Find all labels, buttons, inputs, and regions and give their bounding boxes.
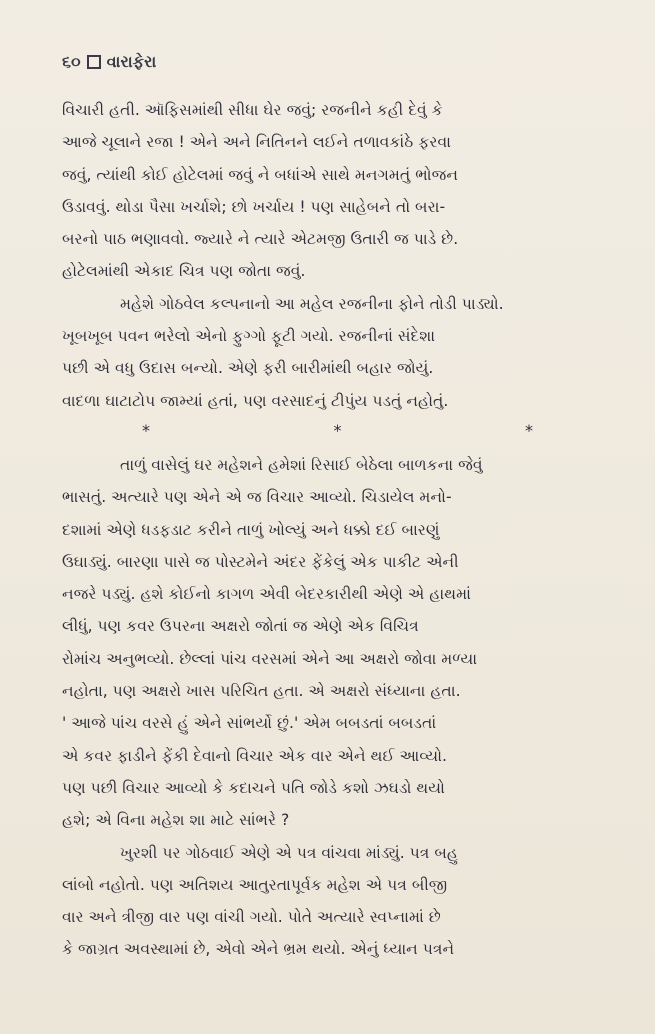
text-line: વાર અને ત્રીજી વાર પણ વાંચી ગયો. પોતે અત્યારે સ્વપ્નામાં છે [62, 908, 441, 927]
text-line: ' આજે પાંચ વરસે હું એને સાંભર્યો છું.' એમ બબડતાં બબડતાં [62, 714, 437, 733]
text-line: ઉઘાડ્યું. બારણા પાસે જ પોસ્ટમેને અંદર ફેંકેલું એક પાકીટ એની [62, 552, 459, 571]
paragraph-3 [62, 449, 603, 837]
text-line: આજે ચૂલાને રજા ! એને અને નિતિનને લઈને તળાવકાંઠે ફરવા [62, 133, 451, 152]
text-line: પણ પછી વિચાર આવ્યો કે કદાચને પતિ જોડે કશો ઝઘડો થયો [62, 778, 445, 797]
text-line: લાંબો નહોતો. પણ અતિશય આતુરતાપૂર્વક મહેશ એ પત્ર બીજી [62, 875, 448, 894]
text-line: પછી એ વધુ ઉદાસ બન્યો. એણે ફરી બારીમાંથી બહાર જોયું. [62, 359, 434, 378]
text-line: નહોતા, પણ અક્ષરો ખાસ પરિચિત હતા. એ અક્ષરો સંધ્યાના હતા. [62, 682, 461, 701]
text-line: ઉડાવવું. થોડા પૈસા ખર્ચાશે; છો ખર્ચાય ! પણ સાહેબને તો બરા- [62, 197, 446, 216]
text-line: મહેશે ગોઠવેલ કલ્પનાનો આ મહેલ રજનીના ફોને તોડી પાડ્યો. [120, 294, 504, 313]
text-line: ભાસતું. અત્યારે પણ એને એ જ વિચાર આવ્યો. ચિડાયેલ મનો- [62, 488, 452, 507]
text-line: હશે; એ વિના મહેશ શા માટે સાંભરે ? [62, 811, 290, 830]
asterisk-icon: * [333, 420, 342, 440]
text-line: તાળું વાસેલું ઘર મહેશને હમેશાં રિસાઈ બેઠેલા બાળકના જેવું [120, 455, 483, 474]
asterisk-icon: * [525, 420, 533, 440]
running-header [62, 52, 603, 72]
section-separator [62, 417, 603, 449]
text-line: બરનો પાઠ ભણાવવો. જ્યારે ને ત્યારે એટમજી ઉતારી જ પાડે છે. [62, 230, 459, 249]
text-line: ખુરશી પર ગોઠવાઈ એણે એ પત્ર વાંચવા માંડ્યું. પત્ર બહુ [120, 843, 458, 862]
text-line: હોટેલમાંથી એકાદ ચિત્ર પણ જોતા જવું. [62, 262, 306, 281]
square-ornament-icon [87, 55, 101, 69]
text-line: દશામાં એણે ધડફડાટ કરીને તાળું ખોલ્યું અને ધક્કો દઈ બારણું [62, 520, 440, 539]
asterisk-icon: * [142, 420, 150, 440]
paragraph-2 [62, 288, 603, 417]
text-line: ખૂબખૂબ પવન ભરેલો એનો ફુગ્ગો ફૂટી ગયો. રજનીનાં સંદેશા [62, 327, 436, 346]
book-title: વારાફેરા [106, 52, 157, 71]
paragraph-4 [62, 837, 603, 966]
text-line: વિચારી હતી. ઑફિસમાંથી સીધા ઘેર જવું; રજનીને કહી દેવું કે [62, 101, 443, 119]
text-line: નજરે પડ્યું. હશે કોઈનો કાગળ એવી બેદરકારીથી એણે એ હાથમાં [62, 585, 471, 604]
text-line: લીધું, પણ કવર ઉપરના અક્ષરો જોતાં જ એણે એક વિચિત્ર [62, 617, 419, 636]
text-line: રોમાંચ અનુભવ્યો. છેલ્લાં પાંચ વરસમાં એને આ અક્ષરો જોવા મળ્યા [62, 649, 478, 668]
text-line: એ કવર ફાડીને ફેંકી દેવાનો વિચાર એક વાર એને થઈ આવ્યો. [62, 746, 447, 765]
text-line: વાદળા ઘાટાટોપ જામ્યાં હતાં, પણ વરસાદનું ટીપુંય પડતું નહોતું. [62, 391, 449, 410]
page-number: ૬૦ [62, 52, 81, 71]
text-line: જવું, ત્યાંથી કોઈ હોટેલમાં જવું ને બધાંએ સાથે મનગમતું ભોજન [62, 165, 458, 184]
text-line: કે જાગ્રત અવસ્થામાં છે, એવો એને ભ્રમ થયો. એનું ધ્યાન પત્રને [62, 940, 455, 959]
paragraph-1 [62, 94, 603, 288]
